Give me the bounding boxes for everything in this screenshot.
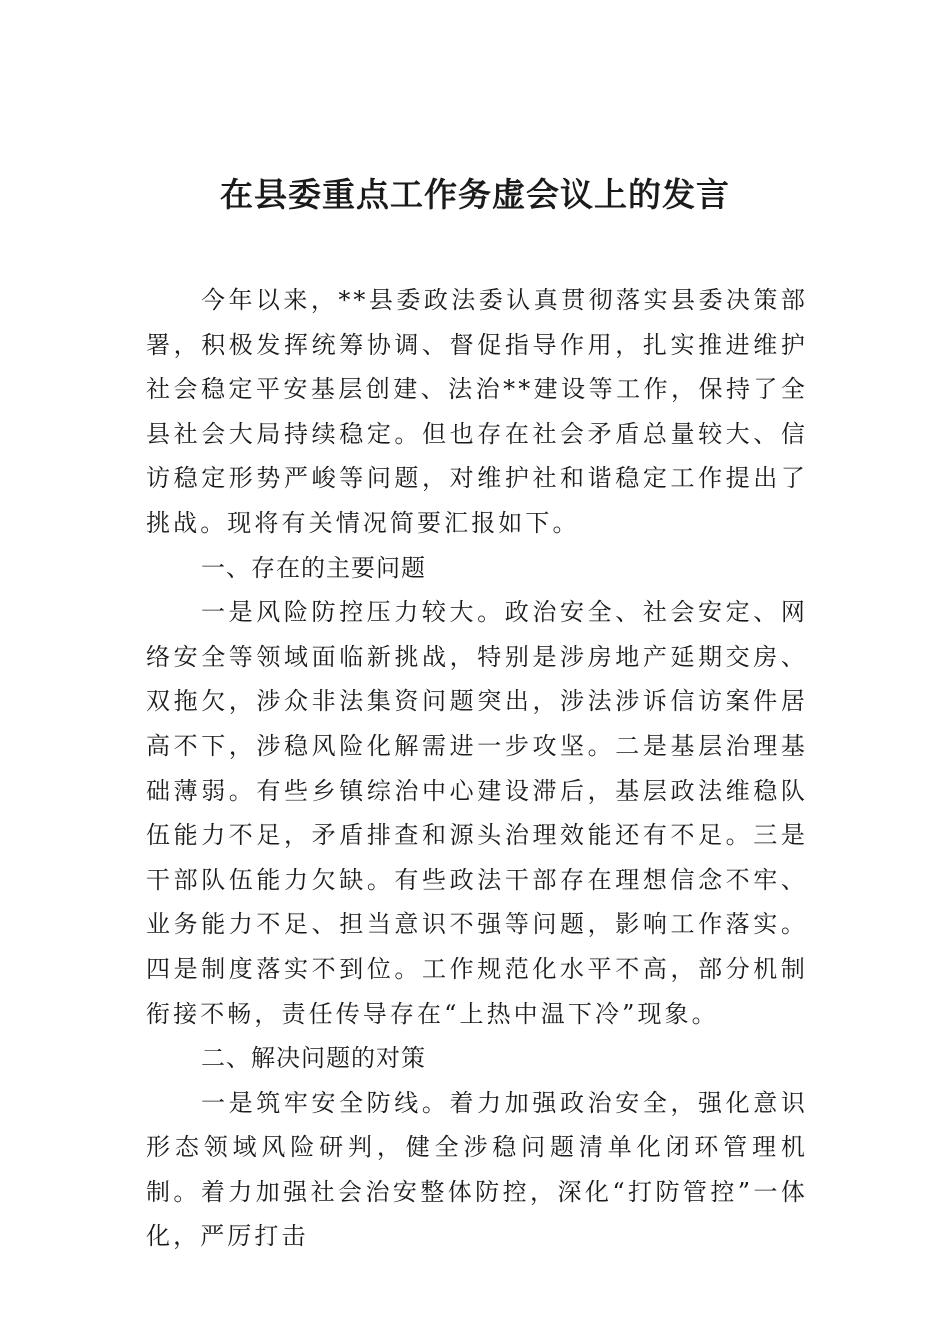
section-heading-problems: 一、存在的主要问题 (201, 553, 426, 582)
section-heading-countermeasures: 二、解决问题的对策 (201, 1044, 426, 1073)
document-title: 在县委重点工作务虚会议上的发言 (220, 175, 730, 214)
countermeasures-paragraph: 一是筑牢安全防线。着力加强政治安全，强化意识形态领域风险研判，健全涉稳问题清单化闭环管理机制。着力加强社会治安整体防控，深化“打防管控”一体化，严厉打击 (146, 1088, 808, 1251)
problems-paragraph: 一是风险防控压力较大。政治安全、社会安定、网络安全等领域面临新挑战，特别是涉房地产延期交房、双拖欠，涉众非法集资问题突出，涉法涉诉信访案件居高不下，涉稳风险化解需进一步攻坚。二是基层治理基础薄弱。有些乡镇综治中心建设滞后，基层政法维稳队伍能力不足，矛盾排查和源头治理效能还有不足。三是干部队伍能力欠缺。有些政法干部存在理想信念不牢、业务能力不足、担当意识不强等问题，影响工作落实。四是制度落实不到位。工作规范化水平不高，部分机制衔接不畅，责任传导存在“上热中温下冷”现象。 (146, 598, 808, 1028)
document-body (146, 278, 808, 1259)
intro-paragraph: 今年以来，**县委政法委认真贯彻落实县委决策部署，积极发挥统筹协调、督促指导作用，扎实推进维护社会稳定平安基层创建、法治**建设等工作，保持了全县社会大局持续稳定。但也存在社会矛盾总量较大、信访稳定形势严峻等问题，对维护社和谐稳定工作提出了挑战。现将有关情况简要汇报如下。 (146, 286, 808, 537)
